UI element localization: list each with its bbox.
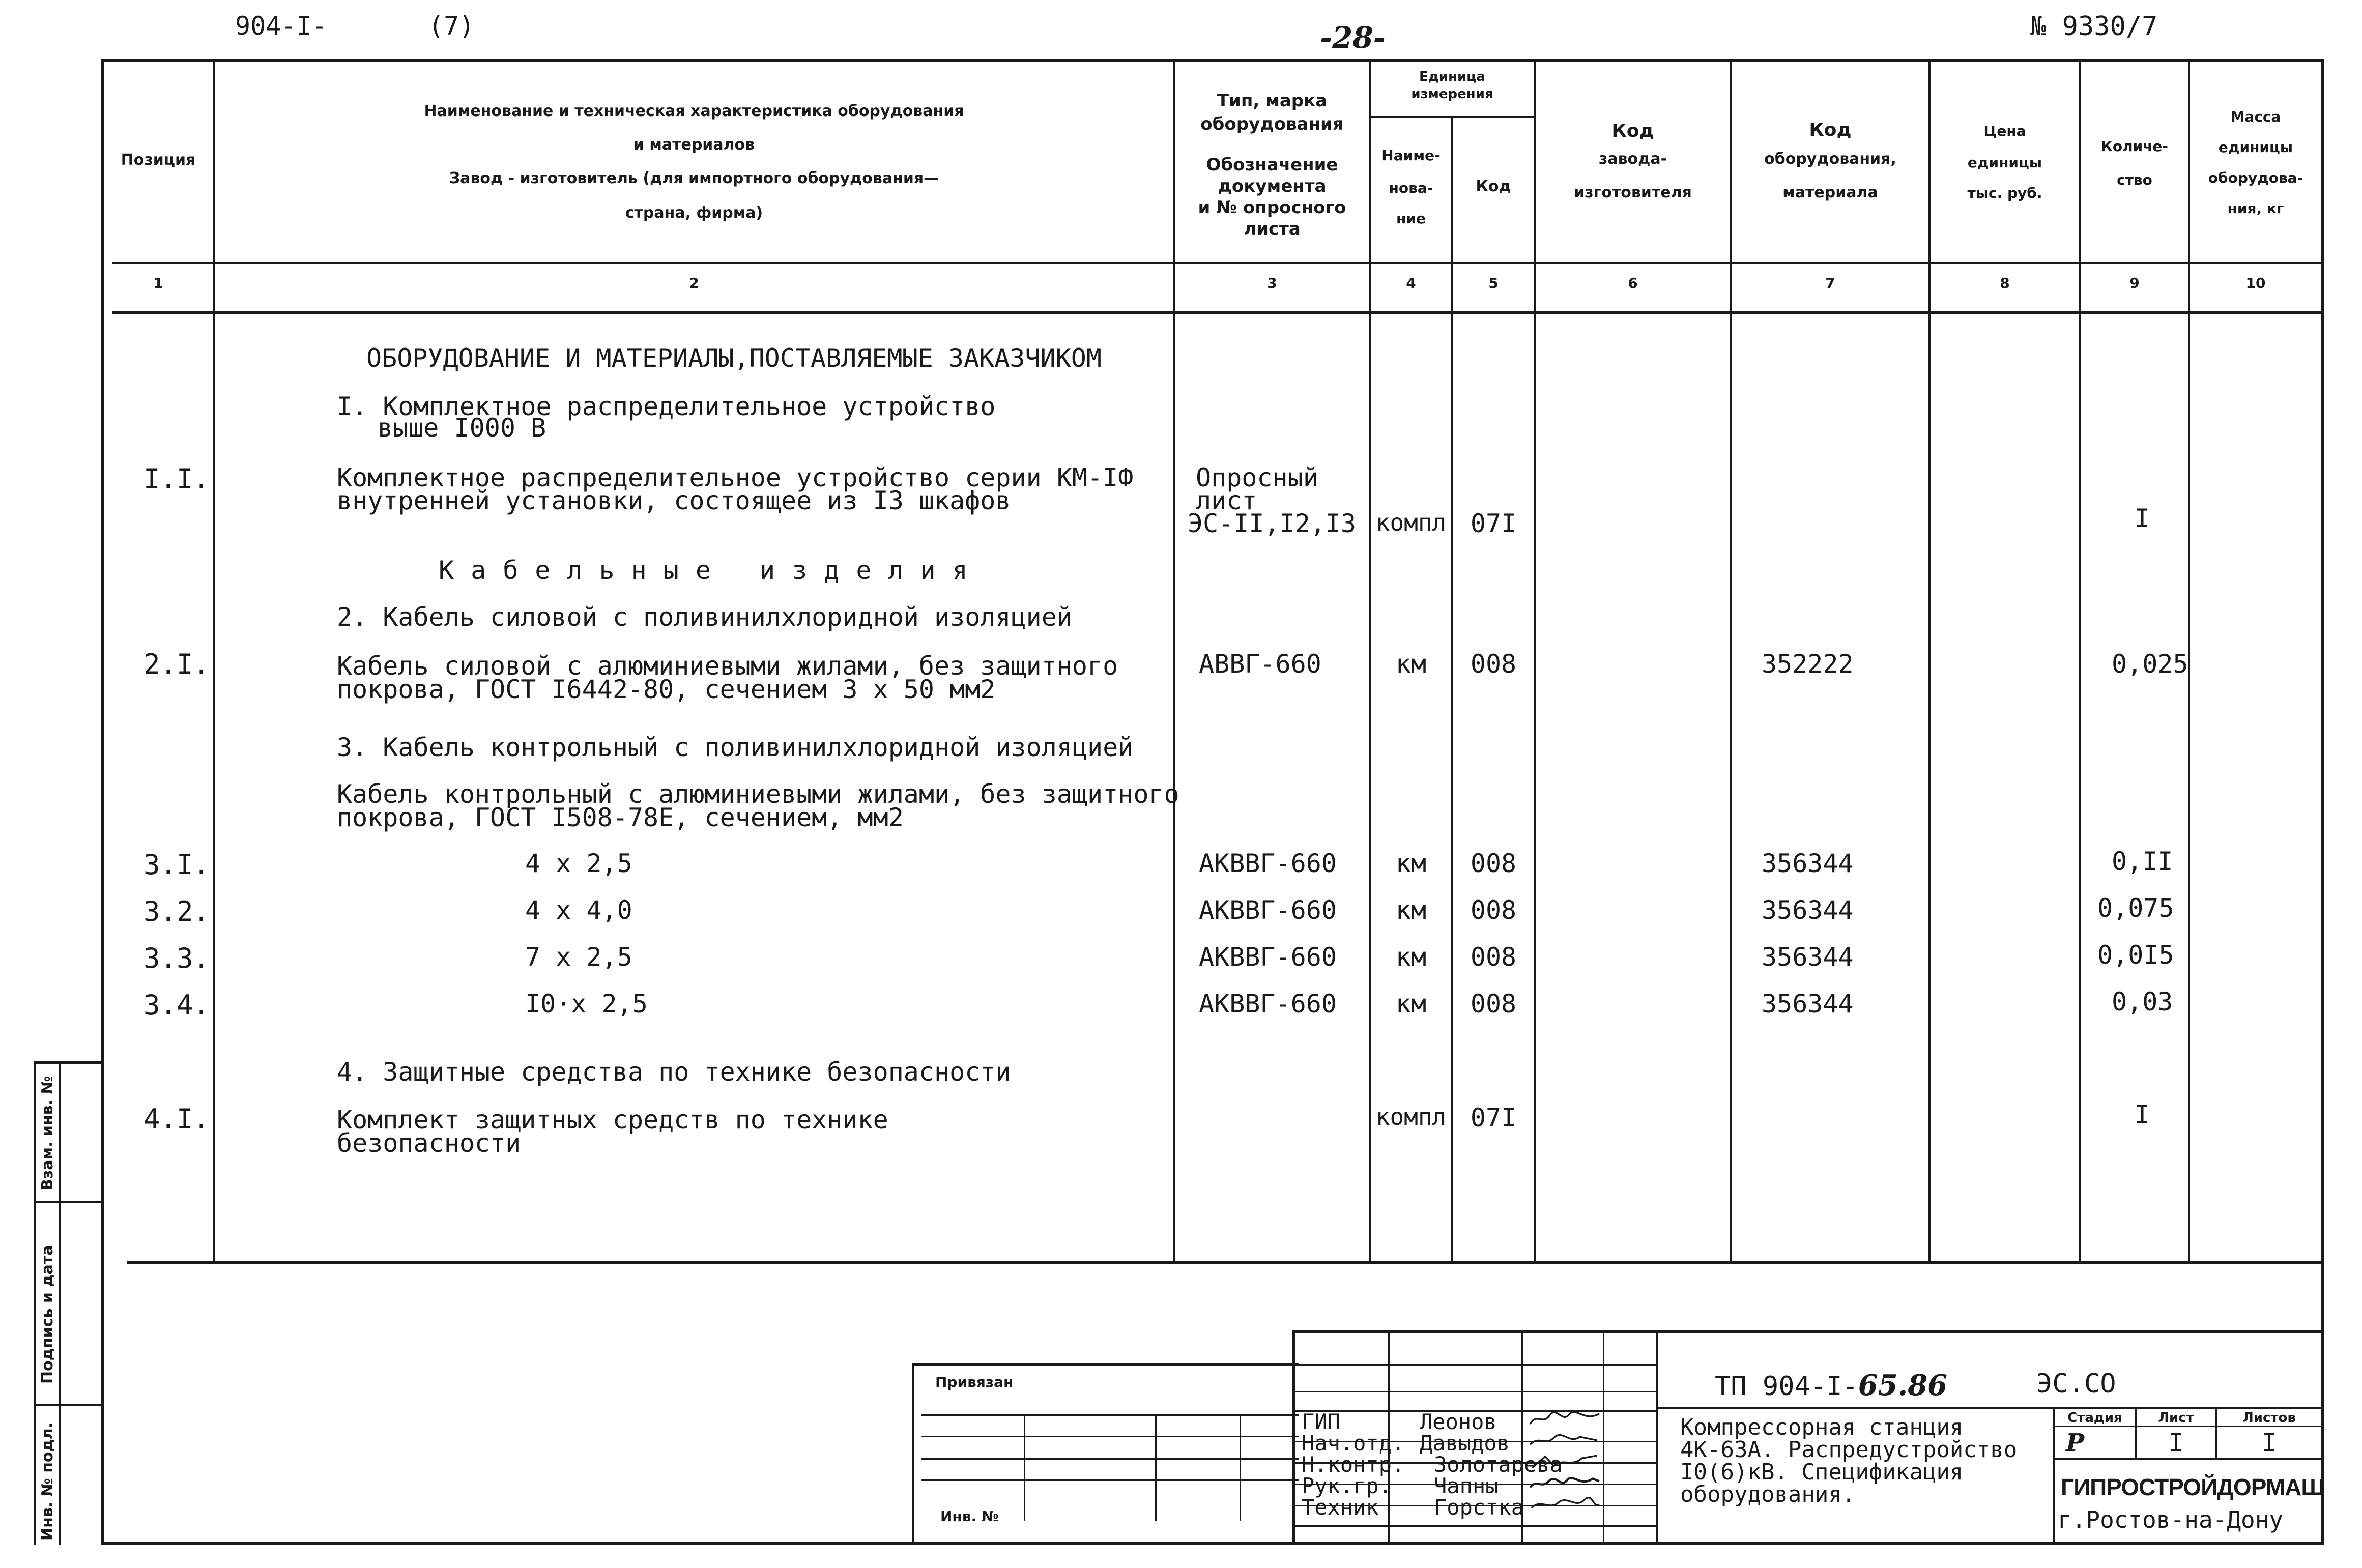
col-div-7 [1928,59,1931,1263]
signature-3 [1521,1453,1608,1470]
role-group-lead: Рук.гр. [1302,1473,1392,1498]
sheet-label: Лист [2158,1410,2194,1426]
col-div-9 [2188,59,2190,1263]
drawing-title-l4: оборудования. [1680,1482,1856,1507]
header-position: Позиция [121,151,196,169]
name-zolotareva: Золотарева [1434,1452,1563,1477]
role-chief-engineer: ГИП [1302,1409,1340,1434]
side-label-signature-date: Подпись и дата [39,1245,56,1384]
name-gorstka: Горстка [1434,1495,1524,1520]
side-label-replaced-inv: Взам. инв. № [39,1076,56,1190]
col-div-1 [213,59,215,1263]
header-divider [112,262,2324,264]
page-right-border [2321,59,2324,1545]
col-div-6 [1730,59,1732,1263]
name-leonov: Леонов [1420,1409,1497,1434]
signature-1 [1521,1410,1608,1428]
signature-4 [1521,1474,1608,1492]
sheet-code: ЭС.СО [2036,1369,2116,1399]
section-4: 4. Защитные средства по технике безопасности [337,1057,1011,1087]
sheets-value: I [2262,1429,2277,1457]
doc-part: (7) [428,11,475,41]
organization-city: г.Ростов-на-Дону [2058,1506,2284,1533]
project-code: ТП 904-I-65.86 [1715,1369,1948,1402]
side-label-original-inv: Инв. № подл. [39,1422,56,1541]
doc-number: № 9330/7 [2030,11,2158,42]
section-2: 2. Кабель силовой с поливинилхлоридной изоляцией [337,602,1072,632]
stage-value: Р [2066,1429,2085,1457]
section-heading: ОБОРУДОВАНИЕ И МАТЕРИАЛЫ,ПОСТАВЛЯЕМЫЕ ЗАКАЗЧИКОМ [366,343,1102,373]
col-div-8 [2079,59,2081,1263]
col-div-5 [1534,59,1536,1263]
drawing-title-l1: Компрессорная станция [1680,1414,1964,1440]
role-dept-head: Нач.отд. [1302,1431,1405,1456]
drawing-title-l3: I0(6)кВ. Спецификация [1680,1459,1964,1485]
sheet-value: I [2169,1429,2183,1457]
name-davydov: Давыдов [1420,1431,1510,1456]
sheets-label: Листов [2242,1410,2296,1426]
signature-2 [1521,1432,1608,1449]
inventory-no-label: Инв. № [940,1508,999,1525]
page-left-border [101,59,104,1545]
name-chapny: Чапны [1434,1473,1499,1498]
page-number: -28- [1320,20,1386,55]
table-bottom-border [127,1261,2324,1264]
doc-series-code: 904-I- [235,11,327,41]
role-technician: Техник [1302,1495,1379,1520]
table-top-border [101,59,2324,62]
cable-products-heading: Кабельные изделия [439,556,985,585]
unit-subheader-line [1369,116,1536,118]
attached-label: Привязан [935,1374,1014,1390]
stage-label: Стадия [2067,1410,2122,1426]
project-code-handwritten: 65.86 [1858,1369,1948,1402]
page-bottom-border [101,1542,2324,1545]
organization-name: ГИПРОСТРОЙДОРМАШ [2061,1474,2324,1500]
role-norm-control: Н.контр. [1302,1452,1405,1477]
number-row-divider [112,311,2324,314]
drawing-title-l2: 4К-63А. Распредустройство [1680,1437,2018,1463]
signature-5 [1521,1496,1608,1513]
